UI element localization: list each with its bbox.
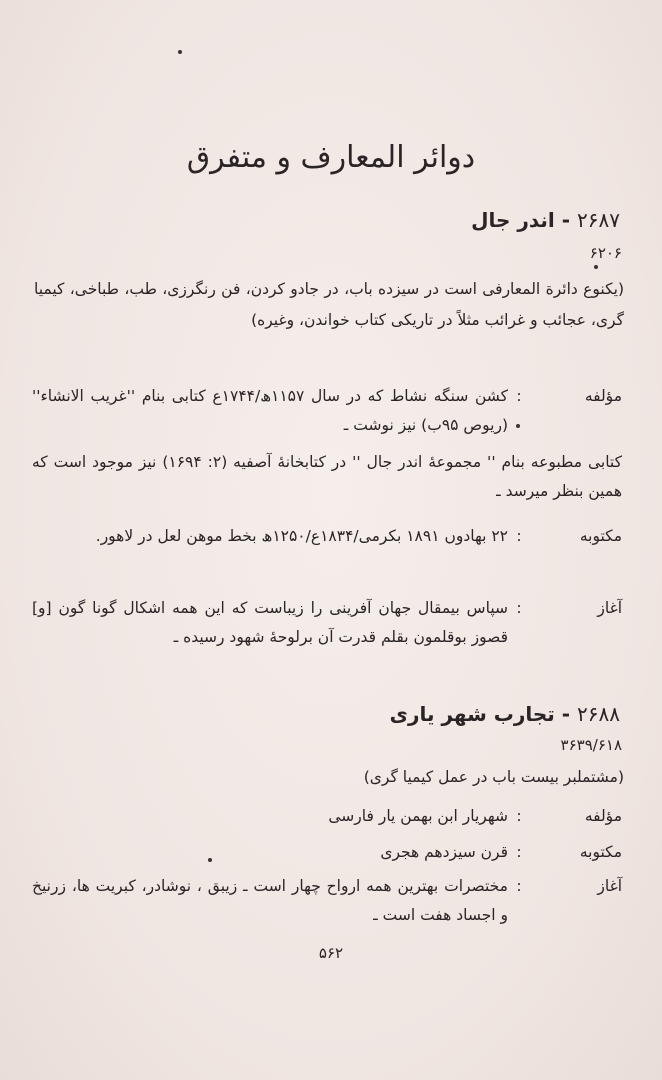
field-label: آغاز (597, 599, 622, 617)
field-label: مکتوبه (579, 843, 622, 861)
field-separator: : (516, 843, 522, 861)
entry-heading (390, 702, 620, 726)
field-value: کتابی مطبوعه بنام '' مجموعهٔ اندر جال '' در کتابخانهٔ آصفیه (۲: ۱۶۹۴) نیز موجود است که همین بنظر میرسد ـ (32, 453, 622, 500)
field-incipit (32, 594, 622, 652)
field-separator: : (516, 527, 522, 545)
entry-description: (مشتملبر بیست باب در عمل کیمیا گری) (363, 768, 624, 786)
entry-number: ۲۶۸۸ (577, 702, 620, 726)
field-label: مؤلفه (584, 807, 622, 825)
entry-name: اندر جال (471, 208, 555, 232)
field-author (32, 802, 622, 831)
field-author (32, 382, 622, 440)
entry-dash: - (561, 702, 571, 726)
ink-speck (594, 265, 598, 269)
entry-heading (471, 208, 620, 232)
entry-description: (یکنوع دائرة المعارفی است در سیزده باب، در جادو کردن، فن رنگرزی، طب، طباخی، کیمیا گری، عجائب و غرائب مثلاً در تاریکی کتاب خواندن، وغیره) (34, 280, 624, 329)
entry-dash: - (561, 208, 571, 232)
page-title: دوائر المعارف و متفرق (186, 140, 476, 175)
field-label: مؤلفه (584, 387, 622, 405)
field-value: مختصرات بهترین همه ارواح چهار است ـ زیبق ، نوشادر، کبریت ها، زرنیخ و اجساد هفت است ـ (32, 877, 508, 924)
field-value: سپاس بیمقال جهان آفرینی را زیباست که این همه اشکال گونا گون [و] قصوز بوقلمون بقلم قدرت آن برلوحهٔ شهود رسیده ـ (32, 599, 508, 646)
call-number: ۶۲۰۶ (589, 244, 622, 262)
field-value: کشن سنگه نشاط که در سال ۱۱۵۷ھ/۱۷۴۴ع کتابی بنام ''غریب الانشاء'' (ریوص ۹۵ب) نیز نوشت ـ (32, 387, 508, 434)
field-value: قرن سیزدهم هجری (380, 843, 508, 861)
field-separator: : (516, 807, 522, 825)
field-value: ۲۲ بهادوں ۱۸۹۱ بکرمی/۱۸۳۴ع/۱۲۵۰ھ بخط موهن لعل در لاهور. (95, 527, 508, 545)
field-incipit (32, 872, 622, 930)
field-copied (32, 838, 622, 867)
field-separator: : (516, 599, 522, 617)
field-note (32, 448, 622, 506)
field-label: مکتوبه (579, 527, 622, 545)
page-number: ۵۶۲ (318, 944, 344, 962)
call-number: ۳۶۳۹/۶۱۸ (560, 736, 622, 754)
field-separator: : (516, 387, 522, 405)
field-separator: : (516, 877, 522, 895)
field-value: شهریار ابن بهمن یار فارسی (328, 807, 508, 825)
ink-speck (178, 50, 182, 54)
entry-number: ۲۶۸۷ (577, 208, 620, 232)
field-copied (32, 522, 622, 551)
field-label: آغاز (597, 877, 622, 895)
entry-name: تجارب شهر یاری (389, 702, 555, 726)
